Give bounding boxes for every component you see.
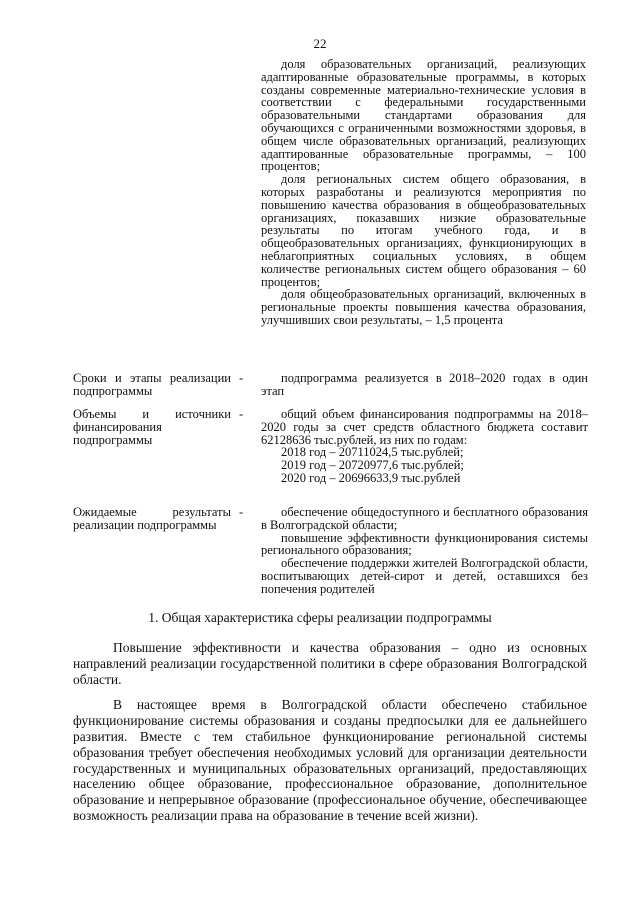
indicator-paragraph: доля образовательных организаций, реализующих адаптированные образовательные программы, в которых созданы современные материально-технические условия в соответствии с федеральными государственными образовательными стандартами образования для обучающихся с ограниченными возможностями здоровья, в общем числе образовательных организаций, реализующих адаптированные образовательные программы, – 100 процентов; <box>261 57 586 174</box>
passport-label: Объемы и источники финансирования подпрограммы <box>73 407 231 447</box>
page-number: 22 <box>313 36 327 51</box>
body-paragraph: В настоящее время в Волгоградской области обеспечено стабильное функционирование системы образования и созданы предпосылки для ее дальнейшего развития. Вместе с тем стабильное функционирование региональной системы образования требует обеспечения необходимых условий для организации деятельности государственных и муниципальных образовательных организаций, предоставляющих населению общее образование, профессиональное образование, дополнительное образование и непрерывное образование (профессиональное обучение, обеспечивающее возможность реализации права на образование в течение всей жизни). <box>73 697 587 823</box>
indicator-paragraph: доля общеобразовательных организаций, включенных в региональные проекты повышения качества образования, улучшивших свои результаты, – 1,5 процента <box>261 287 586 327</box>
indicator-paragraph: доля региональных систем общего образования, в которых разработаны и реализуются мероприятия по повышению качества образования в общеобразовательных организациях, показавших низкие образовательные результаты по итогам учебного года, и в общеобразовательных организациях, функционирующих в неблагоприятных социальных условиях, в общем количестве региональных систем общего образования – 60 процентов; <box>261 172 586 289</box>
passport-value-text: общий объем финансирования подпрограммы на 2018–2020 годы за счет средств областного бюджета составит 62128636 тыс.рублей, из них по годам: <box>261 407 588 447</box>
passport-dash: - <box>239 371 244 385</box>
passport-value-text: обеспечение поддержки жителей Волгоградской области, воспитывающих детей-сирот и детей, оставшихся без попечения родителей <box>261 556 588 596</box>
section-heading: 1. Общая характеристика сферы реализации подпрограммы <box>148 610 492 625</box>
funding-year-line: 2020 год – 20696633,9 тыс.рублей <box>281 470 461 485</box>
body-text <box>73 640 587 834</box>
body-paragraph: Повышение эффективности и качества образования – одно из основных направлений реализации государственной политики в сфере образования Волгоградской области. <box>73 640 587 687</box>
passport-label: Сроки и этапы реализации подпрограммы <box>73 371 231 398</box>
passport-value-text: подпрограмма реализуется в 2018–2020 годах в один этап <box>261 371 588 398</box>
funding-year-line: 2019 год – 20720977,6 тыс.рублей; <box>281 458 464 473</box>
passport-value-text: обеспечение общедоступного и бесплатного образования в Волгоградской области; <box>261 505 588 532</box>
passport-value <box>261 506 588 596</box>
funding-year-line: 2018 год – 20711024,5 тыс.рублей; <box>281 445 464 460</box>
passport-value <box>261 372 588 398</box>
passport-label: Ожидаемые результаты реализации подпрограммы <box>73 505 231 532</box>
passport-value-text: повышение эффективности функционирования системы регионального образования; <box>261 530 588 558</box>
passport-dash: - <box>239 407 244 421</box>
passport-dash: - <box>239 505 244 519</box>
passport-value <box>261 408 588 485</box>
indicators-continuation <box>261 58 586 327</box>
